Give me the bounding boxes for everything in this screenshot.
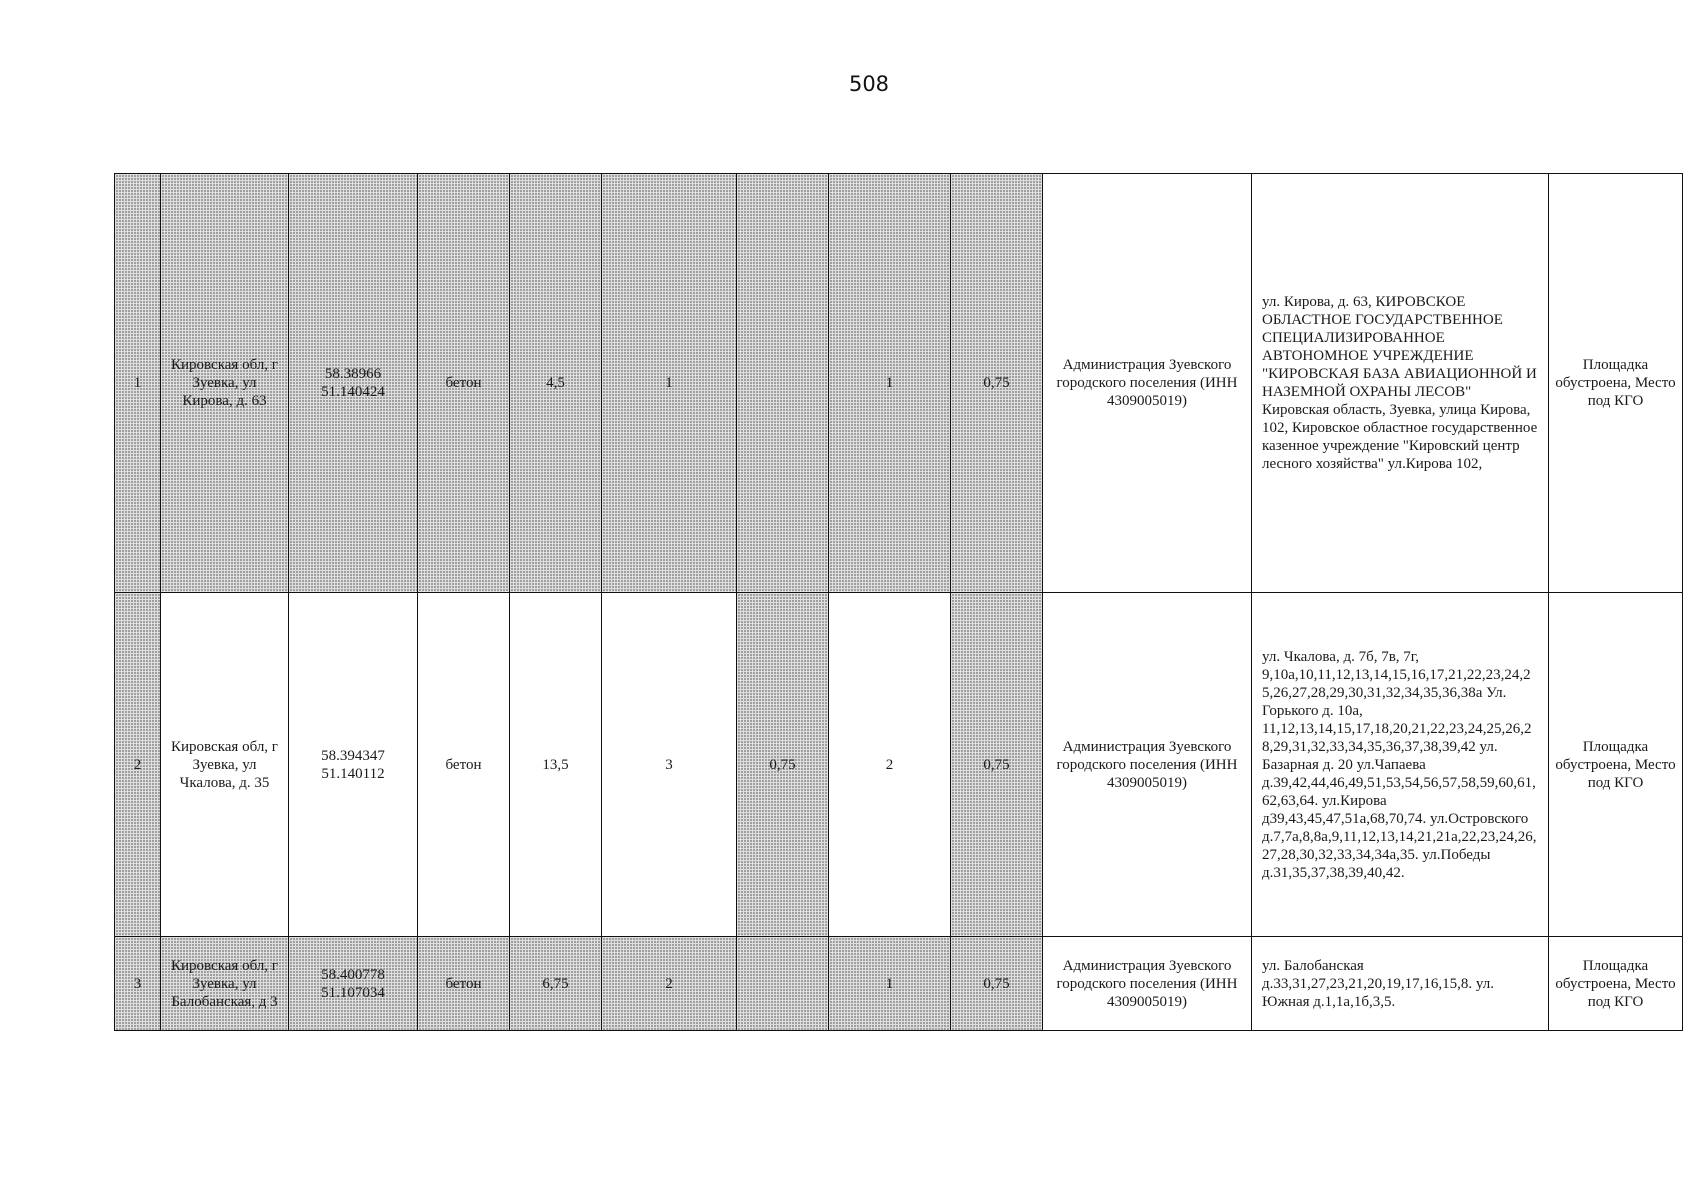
- owner-cell: Администрация Зуевского городского поселения (ИНН 4309005019): [1043, 174, 1252, 593]
- waste-sources-cell: ул. Балобанская д.33,31,27,23,21,20,19,17,16,15,8. ул. Южная д.1,1а,1б,3,5.: [1252, 937, 1549, 1031]
- row-number-cell: 3: [115, 937, 161, 1031]
- surface-cell: бетон: [418, 937, 510, 1031]
- waste-sources-cell: ул. Чкалова, д. 7б, 7в, 7г, 9,10а,10,11,12,13,14,15,16,17,21,22,23,24,25,26,27,28,29,30,31,32,34,35,36,38а Ул. Горького д. 10а, 11,12,13,14,15,17,18,20,21,22,23,24,25,26,28,29,31,32,33,34,35,36,37,38,39,42 ул. Базарная д. 20 ул.Чапаева д.39,42,44,46,49,51,53,54,56,57,58,59,60,61,62,63,64. ул.Кирова д39,43,45,47,51а,68,70,74. ул.Островского д.7,7а,8,8а,9,11,12,13,14,21,21а,22,23,24,26,27,28,30,32,33,34,34а,35. ул.Победы д.31,35,37,38,39,40,42.: [1252, 593, 1549, 937]
- waste-sources-cell: ул. Кирова, д. 63, КИРОВСКОЕ ОБЛАСТНОЕ ГОСУДАРСТВЕННОЕ СПЕЦИАЛИЗИРОВАННОЕ АВТОНОМНОЕ УЧРЕЖДЕНИЕ "КИРОВСКАЯ БАЗА АВИАЦИОННОЙ И НАЗЕМНОЙ ОХРАНЫ ЛЕСОВ" Кировская область, Зуевка, улица Кирова, 102, Кировское областное государственное казенное учреждение "Кировский центр лесного хозяйства" ул.Кирова 102,: [1252, 174, 1549, 593]
- coordinates-cell: 58.38966 51.140424: [289, 174, 418, 593]
- coordinates-cell: 58.400778 51.107034: [289, 937, 418, 1031]
- owner-cell: Администрация Зуевского городского поселения (ИНН 4309005019): [1043, 593, 1252, 937]
- row-number-cell: 1: [115, 174, 161, 593]
- bunker-volume-cell: 0,75: [951, 593, 1043, 937]
- location-cell: Кировская обл, г Зуевка, ул Чкалова, д. 35: [161, 593, 289, 937]
- area-cell: 4,5: [510, 174, 602, 593]
- container-volume-cell: 0,75: [737, 593, 829, 937]
- location-cell: Кировская обл, г Зуевка, ул Кирова, д. 63: [161, 174, 289, 593]
- bunker-volume-cell: 0,75: [951, 174, 1043, 593]
- bunker-count-cell: 2: [829, 593, 951, 937]
- row-number-cell: 2: [115, 593, 161, 937]
- container-volume-cell: [737, 174, 829, 593]
- note-cell: Площадка обустроена, Место под КГО: [1549, 937, 1683, 1031]
- table-row: [115, 593, 1683, 937]
- note-cell: Площадка обустроена, Место под КГО: [1549, 174, 1683, 593]
- surface-cell: бетон: [418, 174, 510, 593]
- location-cell: Кировская обл, г Зуевка, ул Балобанская, д 3: [161, 937, 289, 1031]
- page-number: 508: [848, 72, 890, 96]
- owner-cell: Администрация Зуевского городского поселения (ИНН 4309005019): [1043, 937, 1252, 1031]
- table-row: [115, 937, 1683, 1031]
- area-cell: 6,75: [510, 937, 602, 1031]
- container-volume-cell: [737, 937, 829, 1031]
- surface-cell: бетон: [418, 593, 510, 937]
- containers-count-cell: 2: [602, 937, 737, 1031]
- bunker-count-cell: 1: [829, 937, 951, 1031]
- containers-count-cell: 3: [602, 593, 737, 937]
- note-cell: Площадка обустроена, Место под КГО: [1549, 593, 1683, 937]
- table-row: [115, 174, 1683, 593]
- bunker-count-cell: 1: [829, 174, 951, 593]
- coordinates-cell: 58.394347 51.140112: [289, 593, 418, 937]
- waste-site-registry-table: [114, 173, 1683, 1031]
- bunker-volume-cell: 0,75: [951, 937, 1043, 1031]
- containers-count-cell: 1: [602, 174, 737, 593]
- area-cell: 13,5: [510, 593, 602, 937]
